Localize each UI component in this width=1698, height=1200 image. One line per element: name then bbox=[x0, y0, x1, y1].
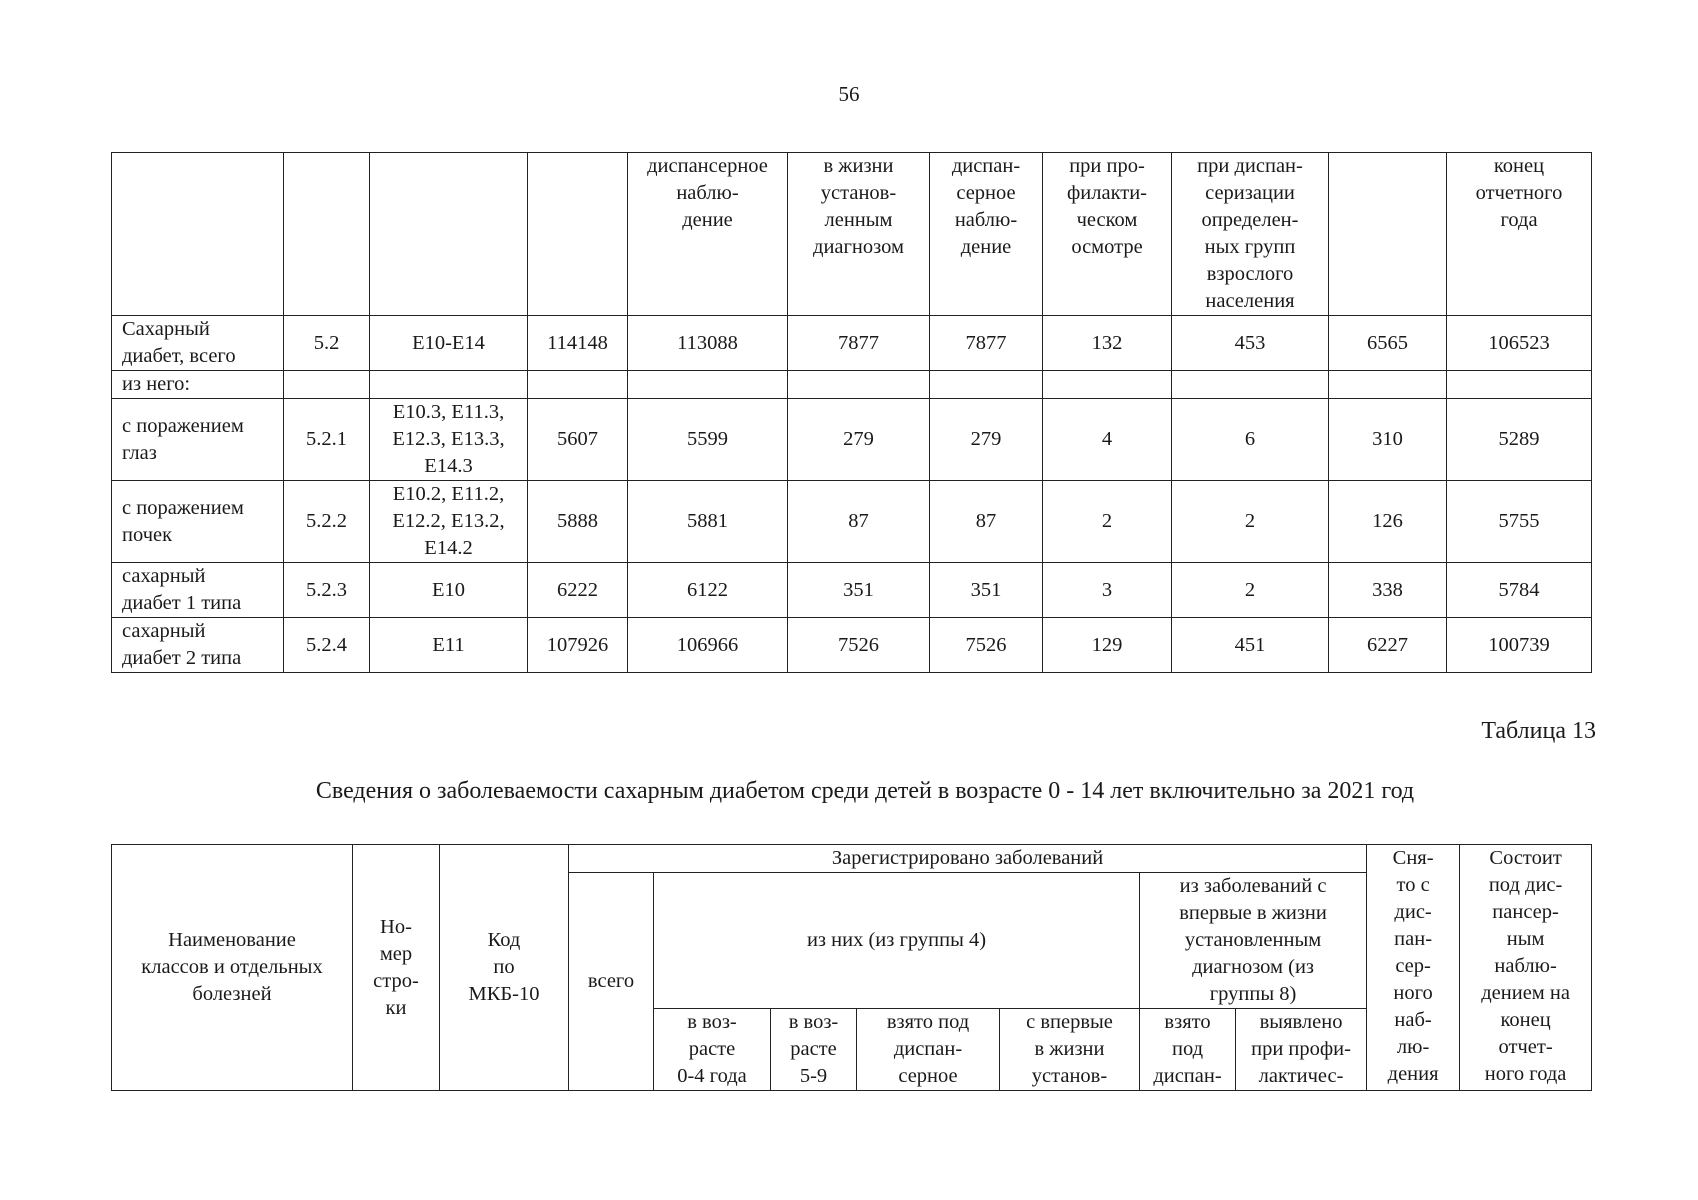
header-text: диспансерное bbox=[647, 155, 768, 177]
header-text: из них (из группы 4) bbox=[806, 929, 987, 951]
value-cell: 453 bbox=[1172, 316, 1329, 371]
subheader-cell bbox=[1000, 1009, 1140, 1091]
row-name-cell bbox=[112, 399, 284, 481]
header-text: Состоит bbox=[1489, 847, 1562, 869]
consists-header bbox=[1460, 845, 1592, 1091]
header-text: отчет- bbox=[1498, 1036, 1553, 1058]
row-number-cell: 5.2.3 bbox=[284, 563, 370, 618]
header-text: населения bbox=[1205, 290, 1295, 312]
header-text: лю- bbox=[1396, 1036, 1430, 1058]
row-name: сахарный bbox=[122, 565, 206, 587]
row-name-cell bbox=[112, 371, 284, 399]
header-text: дение bbox=[960, 236, 1012, 258]
value-cell: 5888 bbox=[528, 481, 628, 563]
value-cell: 7877 bbox=[788, 316, 930, 371]
header-text: Зарегистрировано заболеваний bbox=[831, 847, 1104, 869]
row-name: сахарный bbox=[122, 620, 206, 642]
value-cell: 106523 bbox=[1447, 316, 1592, 371]
header-text: под bbox=[1171, 1038, 1204, 1060]
value-cell: 351 bbox=[788, 563, 930, 618]
value-cell: 6 bbox=[1172, 399, 1329, 481]
value-cell: 3 bbox=[1043, 563, 1172, 618]
value-cell: 5607 bbox=[528, 399, 628, 481]
icd-code: E10-E14 bbox=[412, 331, 485, 354]
header-text: то с bbox=[1396, 874, 1430, 896]
registered-header bbox=[569, 845, 1367, 873]
header-text: при диспан- bbox=[1197, 155, 1303, 177]
header-text: в жизни bbox=[1034, 1038, 1105, 1060]
value-cell bbox=[930, 371, 1043, 399]
row-name: диабет, всего bbox=[122, 345, 236, 367]
header-cell bbox=[628, 153, 788, 316]
header-text: наб- bbox=[1394, 1009, 1432, 1031]
header-text: под дис- bbox=[1488, 874, 1563, 896]
icd-code-cell bbox=[370, 481, 528, 563]
subheader-cell bbox=[654, 1009, 771, 1091]
subheader-cell bbox=[857, 1009, 1000, 1091]
header-text: при про- bbox=[1069, 155, 1145, 177]
header-text: ным bbox=[1506, 928, 1545, 950]
row-name: почек bbox=[122, 523, 173, 546]
row-name: диабет 1 типа bbox=[122, 592, 242, 614]
diabetes-table-adults bbox=[111, 152, 1592, 673]
value-cell bbox=[788, 371, 930, 399]
header-text: в воз- bbox=[687, 1011, 737, 1033]
header-text: пансер- bbox=[1492, 901, 1559, 923]
col-number-header bbox=[353, 845, 440, 1091]
header-text: пан- bbox=[1394, 928, 1433, 950]
table-caption: Сведения о заболеваемости сахарным диабетом среди детей в возрасте 0 - 14 лет включительно за 2021 год bbox=[315, 778, 1415, 804]
table-row bbox=[112, 371, 1592, 399]
of-them-header bbox=[654, 873, 1140, 1009]
header-cell bbox=[1043, 153, 1172, 316]
row-name-cell bbox=[112, 618, 284, 673]
value-cell: 114148 bbox=[528, 316, 628, 371]
icd-code-cell bbox=[370, 371, 528, 399]
value-cell bbox=[1172, 371, 1329, 399]
subheader-cell bbox=[1236, 1009, 1367, 1091]
table-row bbox=[112, 481, 1592, 563]
value-cell: 129 bbox=[1043, 618, 1172, 673]
row-number-cell: 5.2.1 bbox=[284, 399, 370, 481]
header-text: классов и отдельных bbox=[141, 956, 323, 978]
header-text: 0-4 года bbox=[677, 1065, 747, 1087]
icd-code: E14.3 bbox=[424, 455, 473, 477]
value-cell bbox=[1329, 371, 1447, 399]
value-cell: 87 bbox=[788, 481, 930, 563]
header-text: лактичес- bbox=[1258, 1065, 1344, 1087]
subheader-cell bbox=[771, 1009, 857, 1091]
value-cell bbox=[1043, 371, 1172, 399]
icd-code: E12.2, E13.2, bbox=[392, 510, 505, 532]
header-text: ки bbox=[385, 996, 407, 1019]
header-text: наблю- bbox=[954, 209, 1018, 231]
header-text: дения bbox=[1387, 1063, 1439, 1085]
row-number-cell bbox=[284, 371, 370, 399]
header-text: ных групп bbox=[1204, 236, 1296, 258]
value-cell bbox=[628, 371, 788, 399]
icd-code-cell bbox=[370, 618, 528, 673]
row-name: глаз bbox=[122, 441, 157, 464]
header-text: Но- bbox=[380, 915, 412, 938]
header-text: взрослого bbox=[1206, 263, 1294, 285]
value-cell: 279 bbox=[788, 399, 930, 481]
diabetes-table-children bbox=[111, 844, 1592, 1091]
header-text: диагнозом (из bbox=[1192, 956, 1315, 978]
row-number-cell: 5.2.2 bbox=[284, 481, 370, 563]
value-cell: 4 bbox=[1043, 399, 1172, 481]
header-text: взято под bbox=[886, 1011, 970, 1033]
header-text: серное bbox=[898, 1065, 958, 1087]
row-name: из него: bbox=[122, 373, 191, 395]
header-text: серизации bbox=[1205, 182, 1295, 204]
value-cell: 2 bbox=[1172, 481, 1329, 563]
header-text: конец bbox=[1493, 155, 1545, 177]
value-cell: 2 bbox=[1172, 563, 1329, 618]
row-name-cell bbox=[112, 563, 284, 618]
icd-code: E10.2, E11.2, bbox=[392, 483, 505, 505]
header-text: дение bbox=[682, 209, 733, 231]
row-name: диабет 2 типа bbox=[122, 647, 242, 669]
header-text: при профи- bbox=[1251, 1038, 1351, 1060]
header-text: мер bbox=[379, 942, 413, 965]
value-cell: 100739 bbox=[1447, 618, 1592, 673]
header-text: наблю- bbox=[1494, 955, 1557, 977]
total-header bbox=[569, 873, 654, 1091]
header-text: ного bbox=[1393, 982, 1433, 1004]
icd-code-cell bbox=[370, 316, 528, 371]
value-cell bbox=[1447, 371, 1592, 399]
table-number-label: Таблица 13 bbox=[1481, 718, 1596, 744]
value-cell: 126 bbox=[1329, 481, 1447, 563]
header-text: выявлено bbox=[1259, 1011, 1343, 1033]
value-cell: 279 bbox=[930, 399, 1043, 481]
header-text: ленным bbox=[824, 209, 893, 231]
header-text: в жизни bbox=[823, 155, 894, 177]
header-cell bbox=[1447, 153, 1592, 316]
value-cell: 310 bbox=[1329, 399, 1447, 481]
icd-code: E12.3, E13.3, bbox=[392, 428, 505, 450]
icd-code-cell bbox=[370, 399, 528, 481]
header-text: расте bbox=[688, 1038, 736, 1060]
value-cell: 6122 bbox=[628, 563, 788, 618]
value-cell: 5755 bbox=[1447, 481, 1592, 563]
removed-header bbox=[1367, 845, 1460, 1091]
table-row bbox=[112, 399, 1592, 481]
col-code-header bbox=[440, 845, 569, 1091]
value-cell: 7526 bbox=[788, 618, 930, 673]
header-text: установ- bbox=[820, 182, 897, 204]
header-text: ческом bbox=[1076, 209, 1138, 231]
value-cell: 5599 bbox=[628, 399, 788, 481]
header-text: серное bbox=[956, 182, 1016, 204]
header-text: диагнозом bbox=[813, 236, 904, 258]
row-name: с поражением bbox=[122, 414, 244, 437]
header-text: 5-9 bbox=[799, 1065, 828, 1087]
header-text: группы 8) bbox=[1209, 983, 1297, 1005]
header-text: диспан- bbox=[1153, 1065, 1222, 1087]
row-number-cell: 5.2.4 bbox=[284, 618, 370, 673]
icd-code: E11 bbox=[432, 633, 465, 656]
header-text: по bbox=[493, 956, 515, 978]
header-text: впервые в жизни bbox=[1179, 902, 1327, 924]
row-name: с поражением bbox=[122, 496, 244, 519]
header-text: МКБ-10 bbox=[468, 983, 540, 1005]
row-name-cell bbox=[112, 481, 284, 563]
newly-diagnosed-header bbox=[1140, 873, 1367, 1009]
header-text: дис- bbox=[1394, 901, 1432, 923]
header-text: болезней bbox=[192, 983, 272, 1005]
header-text: наблю- bbox=[676, 182, 739, 204]
row-name-cell bbox=[112, 316, 284, 371]
col-name-header bbox=[112, 845, 353, 1091]
header-text: года bbox=[1500, 209, 1538, 231]
page-number: 56 bbox=[838, 82, 860, 106]
header-text: расте bbox=[790, 1038, 837, 1060]
value-cell: 113088 bbox=[628, 316, 788, 371]
icd-code-cell bbox=[370, 563, 528, 618]
header-text: взято bbox=[1164, 1011, 1211, 1033]
value-cell: 5289 bbox=[1447, 399, 1592, 481]
header-text: установленным bbox=[1184, 929, 1322, 951]
header-text: установ- bbox=[1031, 1065, 1108, 1087]
header-text: Код bbox=[487, 929, 521, 951]
value-cell: 5784 bbox=[1447, 563, 1592, 618]
header-text: Сня- bbox=[1392, 847, 1434, 869]
value-cell: 5881 bbox=[628, 481, 788, 563]
header-cell bbox=[370, 153, 528, 316]
value-cell: 7526 bbox=[930, 618, 1043, 673]
icd-code: E10.3, E11.3, bbox=[392, 401, 505, 423]
header-cell bbox=[930, 153, 1043, 316]
header-cell bbox=[528, 153, 628, 316]
header-text: Наименование bbox=[168, 929, 296, 951]
value-cell: 87 bbox=[930, 481, 1043, 563]
header-cell bbox=[1329, 153, 1447, 316]
header-text: определен- bbox=[1201, 209, 1299, 231]
row-name: Сахарный bbox=[122, 318, 210, 340]
header-text: филакти- bbox=[1066, 182, 1148, 204]
value-cell: 106966 bbox=[628, 618, 788, 673]
value-cell: 132 bbox=[1043, 316, 1172, 371]
header-cell bbox=[1172, 153, 1329, 316]
table-row bbox=[112, 618, 1592, 673]
header-cell bbox=[112, 153, 284, 316]
header-text: ного года bbox=[1484, 1063, 1567, 1085]
header-text: диспан- bbox=[951, 155, 1021, 177]
header-cell bbox=[788, 153, 930, 316]
header-text: в воз- bbox=[788, 1011, 839, 1033]
row-number-cell: 5.2 bbox=[284, 316, 370, 371]
value-cell: 451 bbox=[1172, 618, 1329, 673]
header-text: диспан- bbox=[893, 1038, 963, 1060]
table-header-row bbox=[112, 845, 1592, 873]
value-cell: 6227 bbox=[1329, 618, 1447, 673]
value-cell: 7877 bbox=[930, 316, 1043, 371]
value-cell: 6222 bbox=[528, 563, 628, 618]
header-text: стро- bbox=[373, 969, 419, 992]
table-header-row bbox=[112, 153, 1592, 316]
header-text: сер- bbox=[1395, 955, 1431, 977]
header-text: отчетного bbox=[1475, 182, 1563, 204]
header-text: осмотре bbox=[1071, 236, 1143, 258]
value-cell: 6565 bbox=[1329, 316, 1447, 371]
value-cell: 107926 bbox=[528, 618, 628, 673]
header-text: с впервые bbox=[1026, 1011, 1113, 1033]
header-text: из заболеваний с bbox=[1179, 875, 1327, 897]
value-cell: 338 bbox=[1329, 563, 1447, 618]
icd-code: E10 bbox=[431, 578, 466, 601]
header-text: дением на bbox=[1481, 982, 1570, 1004]
subheader-cell bbox=[1140, 1009, 1236, 1091]
value-cell: 2 bbox=[1043, 481, 1172, 563]
table-row bbox=[112, 316, 1592, 371]
value-cell: 351 bbox=[930, 563, 1043, 618]
icd-code: E14.2 bbox=[424, 537, 473, 559]
header-text: конец bbox=[1500, 1009, 1551, 1031]
table-row bbox=[112, 563, 1592, 618]
header-cell bbox=[284, 153, 370, 316]
header-text: всего bbox=[587, 970, 635, 992]
value-cell bbox=[528, 371, 628, 399]
